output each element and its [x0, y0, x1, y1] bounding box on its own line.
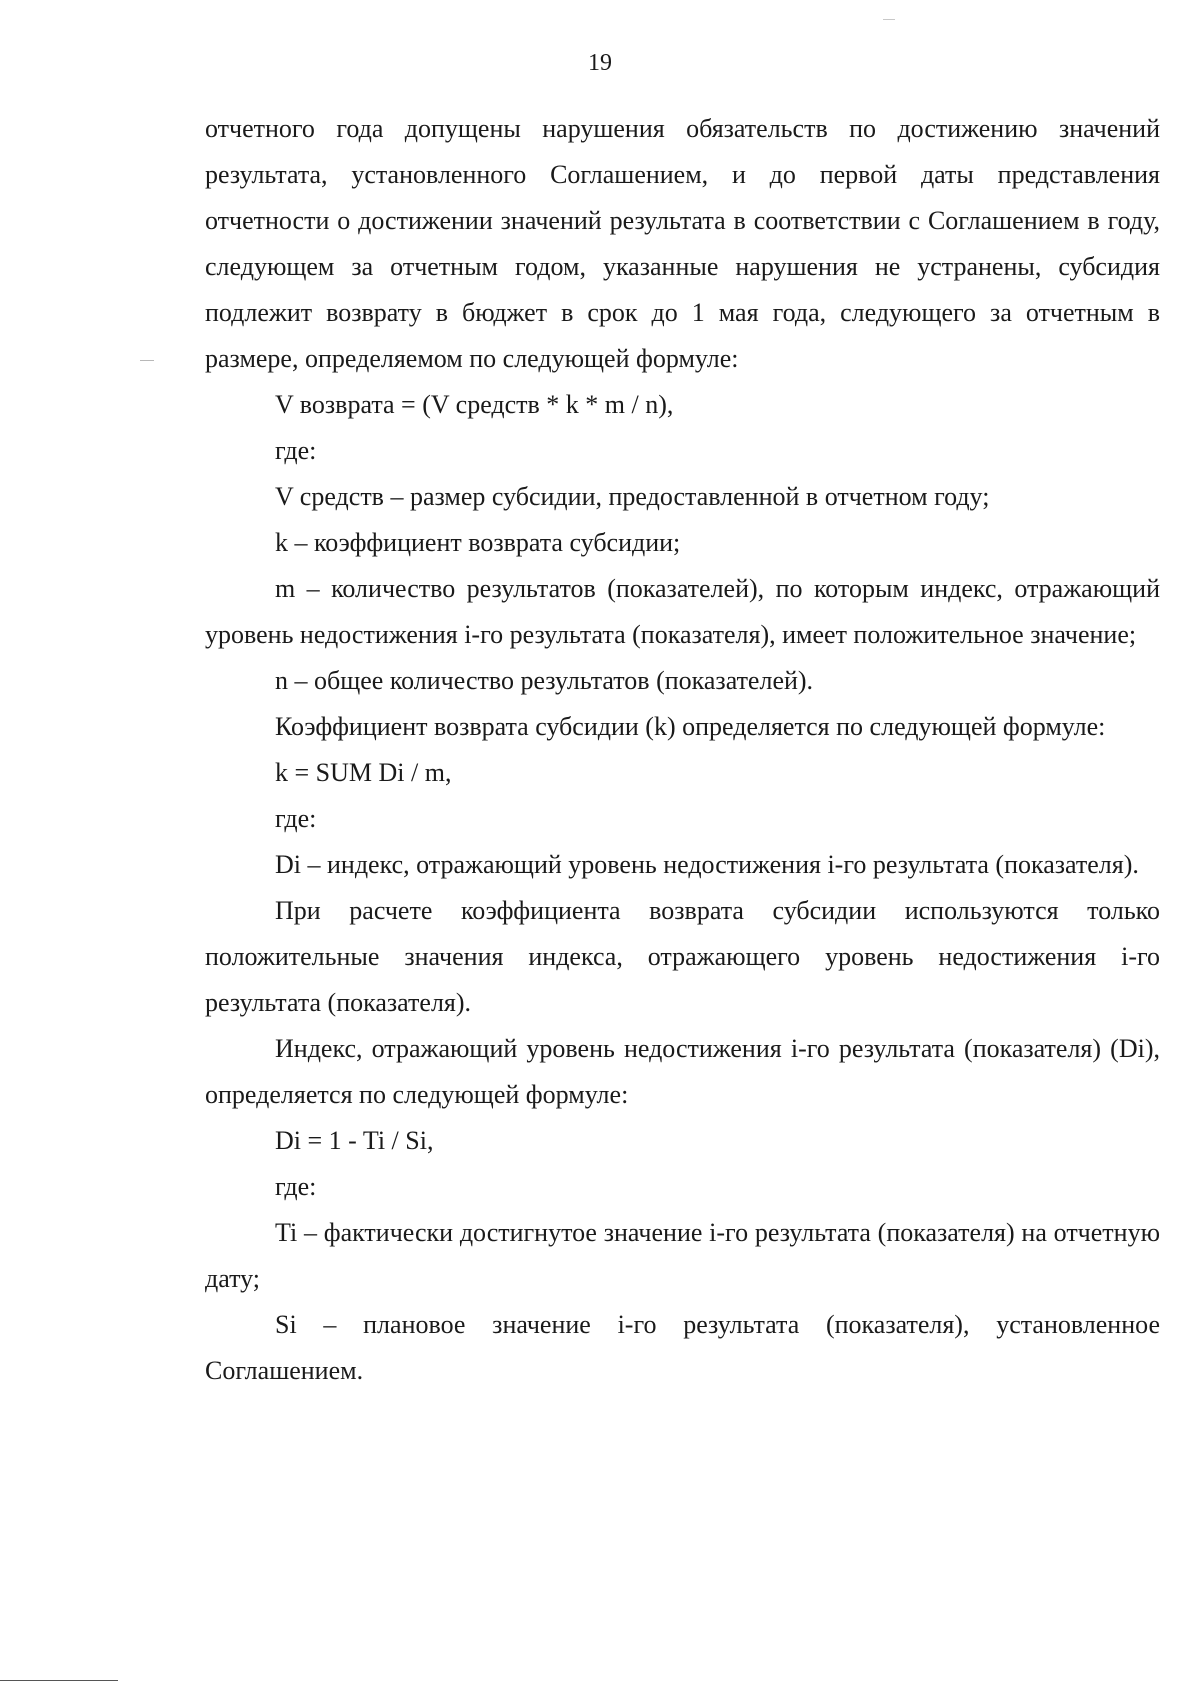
paragraph-di-formula-intro: Индекс, отражающий уровень недостижения i-го результата (показателя) (Di), определяется по следующей формуле: — [205, 1034, 1160, 1109]
definition-m: m – количество результатов (показателей), по которым индекс, отражающий уровень недостижения i-го результата (показателя), имеет положительное значение; — [205, 574, 1160, 649]
paragraph-refund-condition: отчетного года допущены нарушения обязательств по достижению значений результата, установленного Соглашением, и до первой даты представления отчетности о достижении значений результата в соответствии с Соглашением в году, следующем за отчетным годом, указанные нарушения не устранены, субсидия подлежит возврату в бюджет в срок до 1 мая года, следующего за отчетным в размере, определяемом по следующей формуле: — [205, 114, 1160, 373]
definition-si: Si – плановое значение i-го результата (показателя), установленное Соглашением. — [205, 1310, 1160, 1385]
definition-ti: Ti – фактически достигнутое значение i-го результата (показателя) на отчетную дату; — [205, 1218, 1160, 1293]
margin-mark — [140, 360, 154, 361]
where-label: где: — [275, 1172, 317, 1201]
document-body — [205, 106, 1160, 1394]
formula-refund-volume: V возврата = (V средств * k * m / n), — [275, 390, 674, 419]
paragraph-k-formula-intro: Коэффициент возврата субсидии (k) определяется по следующей формуле: — [275, 712, 1106, 741]
footer-rule — [0, 1680, 118, 1681]
definition-di: Di – индекс, отражающий уровень недостижения i-го результата (показателя). — [275, 850, 1139, 879]
definition-n: n – общее количество результатов (показателей). — [275, 666, 814, 695]
formula-k: k = SUM Di / m, — [275, 758, 452, 787]
where-label: где: — [275, 436, 317, 465]
definition-v-funds: V средств – размер субсидии, предоставленной в отчетном году; — [275, 482, 990, 511]
page-number: 19 — [588, 50, 612, 76]
formula-di: Di = 1 - Ti / Si, — [275, 1126, 434, 1155]
scan-mark — [883, 19, 895, 20]
paragraph-positive-values: При расчете коэффициента возврата субсидии используются только положительные значения индекса, отражающего уровень недостижения i-го результата (показателя). — [205, 896, 1160, 1017]
where-label: где: — [275, 804, 317, 833]
definition-k: k – коэффициент возврата субсидии; — [275, 528, 681, 557]
